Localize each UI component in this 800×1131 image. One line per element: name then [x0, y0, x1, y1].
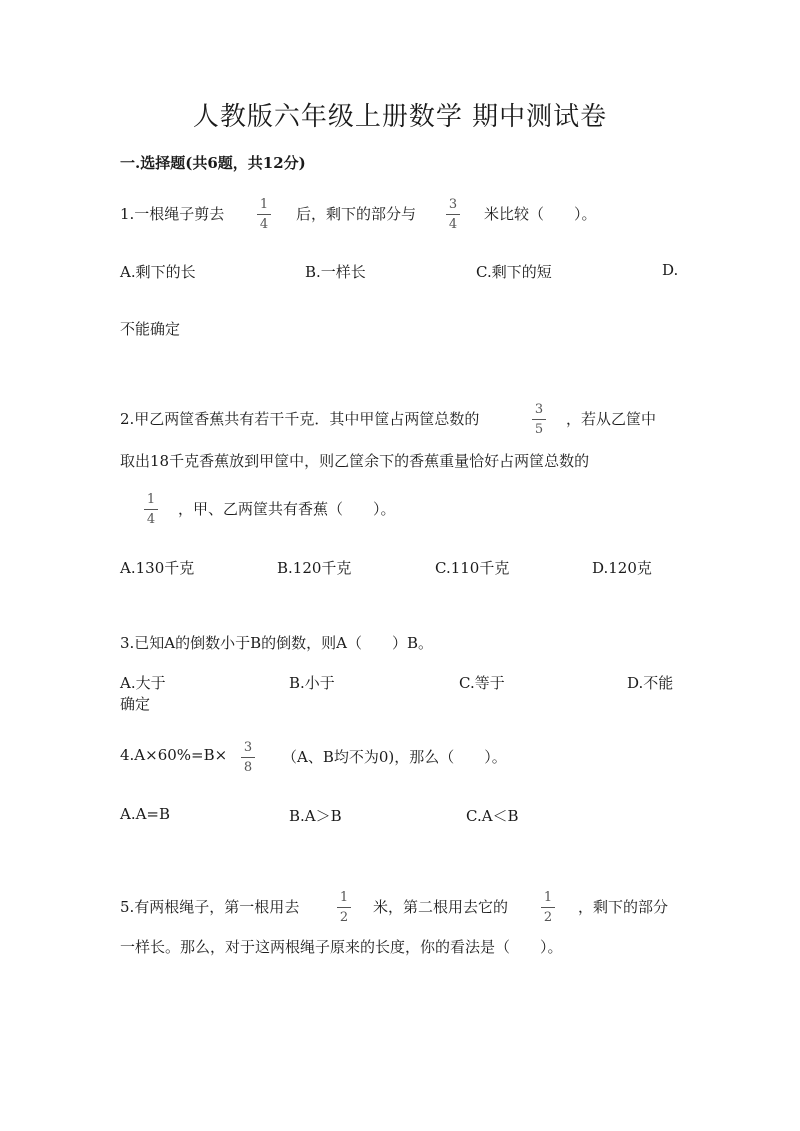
q1-text-b: 后，剩下的部分与: [296, 205, 417, 223]
q4-frac-den: 8: [243, 760, 253, 775]
q5-frac2-den: 2: [543, 910, 553, 925]
q2-line1-a: 2.甲乙两筐香蕉共有若干千克．其中甲筐占两筐总数的: [120, 410, 480, 428]
q3-option-d-cont: 确定: [120, 695, 151, 713]
q2-fraction-2: [141, 492, 161, 527]
q1-option-c: C.剩下的短: [476, 263, 552, 281]
q1-fraction-2: [443, 197, 463, 232]
q2-line2: 取出18千克香蕉放到甲筐中，则乙筐余下的香蕉重量恰好占两筐总数的: [120, 452, 590, 470]
q5-text-b: 米，第二根用去它的: [373, 898, 509, 916]
q1-option-d: D.: [662, 261, 679, 279]
q2-line1-b: ，若从乙筐中: [566, 410, 657, 428]
q1-frac1-den: 4: [259, 217, 269, 232]
q2-option-d: D.120克: [592, 559, 652, 577]
q1-option-a: A.剩下的长: [120, 263, 196, 281]
q2-option-c: C.110千克: [435, 559, 510, 577]
q3-option-a: A.大于: [120, 674, 166, 692]
q2-fraction-1: [529, 402, 549, 437]
q2-line3: ，甲、乙两筐共有香蕉（ ）。: [178, 500, 396, 518]
q2-frac1-den: 5: [534, 422, 544, 437]
q4-option-a: A.A=B: [120, 805, 171, 823]
q2-option-a: A.130千克: [120, 559, 195, 577]
section-heading: 一.选择题(共6题，共12分): [120, 154, 306, 172]
q2-frac2-num: 1: [146, 492, 156, 507]
q5-fraction-1: [334, 890, 354, 925]
q3-text: 3.已知A的倒数小于B的倒数，则A（ ）B。: [120, 634, 434, 652]
q2-option-b: B.120千克: [277, 559, 352, 577]
q2-frac1-num: 3: [534, 402, 544, 417]
q4-fraction: [238, 740, 258, 775]
q1-option-d-cont: 不能确定: [120, 320, 181, 338]
q3-option-d: D.不能: [627, 674, 674, 692]
page-title: 人教版六年级上册数学 期中测试卷: [192, 102, 608, 132]
q5-frac1-den: 2: [339, 910, 349, 925]
q4-option-b: B.A＞B: [289, 807, 342, 825]
q5-text-c: ，剩下的部分: [578, 898, 669, 916]
q1-frac2-num: 3: [448, 197, 458, 212]
q1-text-a: 1.一根绳子剪去: [120, 205, 225, 223]
q5-frac2-num: 1: [543, 890, 553, 905]
q4-text-b: （A、B均不为0)，那么（ ）。: [282, 748, 507, 766]
q4-frac-num: 3: [243, 740, 253, 755]
q5-text-a: 5.有两根绳子，第一根用去: [120, 898, 300, 916]
q5-line2: 一样长。那么，对于这两根绳子原来的长度，你的看法是（ ）。: [120, 938, 563, 956]
q5-fraction-2: [538, 890, 558, 925]
q1-frac1-num: 1: [259, 197, 269, 212]
q2-frac2-den: 4: [146, 512, 156, 527]
q1-option-b: B.一样长: [305, 263, 366, 281]
q5-frac1-num: 1: [339, 890, 349, 905]
q4-option-c: C.A＜B: [466, 807, 519, 825]
q3-option-c: C.等于: [459, 674, 505, 692]
q4-text-a: 4.A×60%=B×: [120, 746, 228, 764]
q3-option-b: B.小于: [289, 674, 335, 692]
q1-text-c: 米比较（ ）。: [484, 205, 597, 223]
q1-fraction-1: [254, 197, 274, 232]
q1-frac2-den: 4: [448, 217, 458, 232]
